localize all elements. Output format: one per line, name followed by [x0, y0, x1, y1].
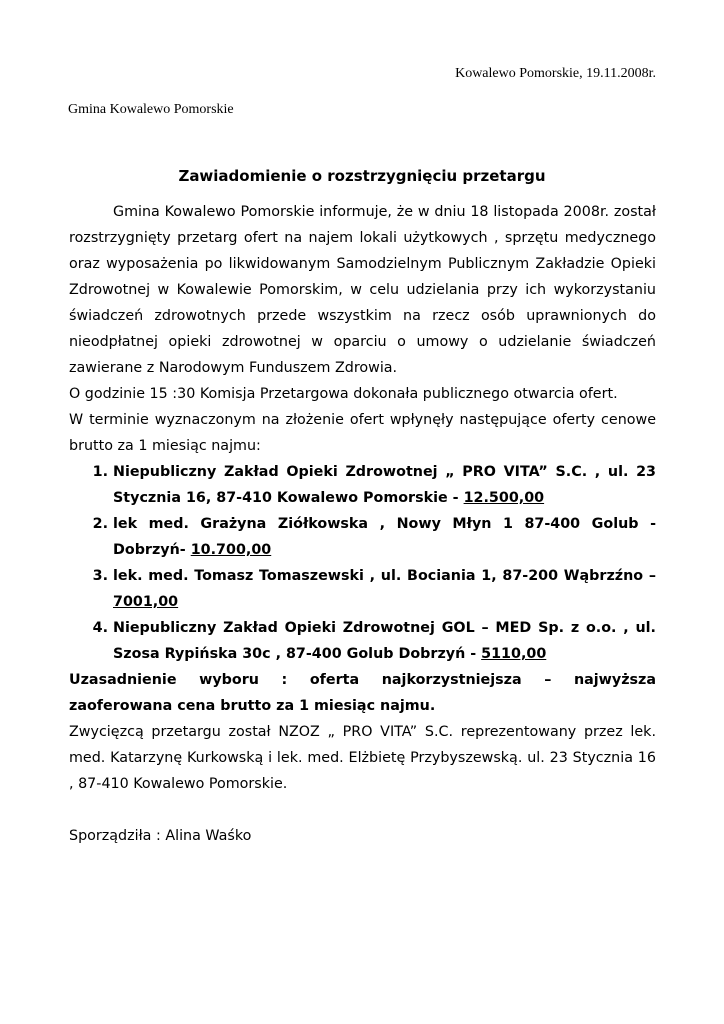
intro-paragraph: Gmina Kowalewo Pomorskie informuje, że w dniu 18 listopada 2008r. został rozstrzygnięty przetarg ofert na najem lokali użytkowych , sprzętu medycznego oraz wyposażenia po likwidowanym Samodzielnym Publicznym Zakładzie Opieki Zdrowotnej w Kowalewie Pomorskim, w celu udzielania przy ich wykorzystaniu świadczeń zdrowotnych przede wszystkim na rzecz osób uprawnionych do nieodpłatnej opieki zdrowotnej w oparciu o umowy o udzielanie świadczeń zawierane z Narodowym Funduszem Zdrowia. — [69, 204, 656, 376]
offer-item — [113, 511, 656, 563]
offer-price: 7001,00 — [113, 594, 179, 610]
place-date: Kowalewo Pomorskie, 19.11.2008r. — [455, 66, 656, 81]
winner-paragraph: Zwycięzcą przetargu został NZOZ „ PRO VITA” S.C. reprezentowany przez lek. med. Katarzynę Kurkowską i lek. med. Elżbietę Przybyszewską. ul. 23 Stycznia 16 , 87-410 Kowalewo Pomorskie. — [69, 724, 656, 792]
offer-text: Niepubliczny Zakład Opieki Zdrowotnej „ PRO VITA” S.C. , ul. 23 Stycznia 16, 87-410 Kowalewo Pomorskie - — [113, 464, 656, 506]
justification-paragraph: Uzasadnienie wyboru : oferta najkorzystniejsza – najwyższa zaoferowana cena brutto za 1 miesiąc najmu. — [69, 672, 656, 714]
offer-price: 10.700,00 — [190, 542, 272, 558]
offer-item — [113, 615, 656, 667]
opening-paragraph: O godzinie 15 :30 Komisja Przetargowa dokonała publicznego otwarcia ofert. — [69, 386, 618, 402]
issuer: Gmina Kowalewo Pomorskie — [68, 102, 234, 117]
offer-text: lek med. Grażyna Ziółkowska , Nowy Młyn 1 87-400 Golub - Dobrzyń- — [113, 516, 656, 558]
signature: Sporządziła : Alina Waśko — [69, 828, 252, 844]
offer-price: 5110,00 — [481, 646, 547, 662]
offers-list — [69, 459, 656, 667]
offer-item — [113, 459, 656, 511]
spacer — [69, 797, 656, 823]
offer-text: Niepubliczny Zakład Opieki Zdrowotnej GOL – MED Sp. z o.o. , ul. Szosa Rypińska 30c , 87-400 Golub Dobrzyń - — [113, 620, 656, 662]
offer-item — [113, 563, 656, 615]
offers-intro-paragraph: W terminie wyznaczonym na złożenie ofert wpłynęły następujące oferty cenowe brutto za 1 miesiąc najmu: — [69, 412, 656, 454]
offer-text: lek. med. Tomasz Tomaszewski , ul. Bociania 1, 87-200 Wąbrzźno – — [113, 568, 656, 584]
document-body — [69, 199, 656, 849]
document-title: Zawiadomienie o rozstrzygnięciu przetargu — [178, 167, 546, 185]
offer-price: 12.500,00 — [463, 490, 545, 506]
